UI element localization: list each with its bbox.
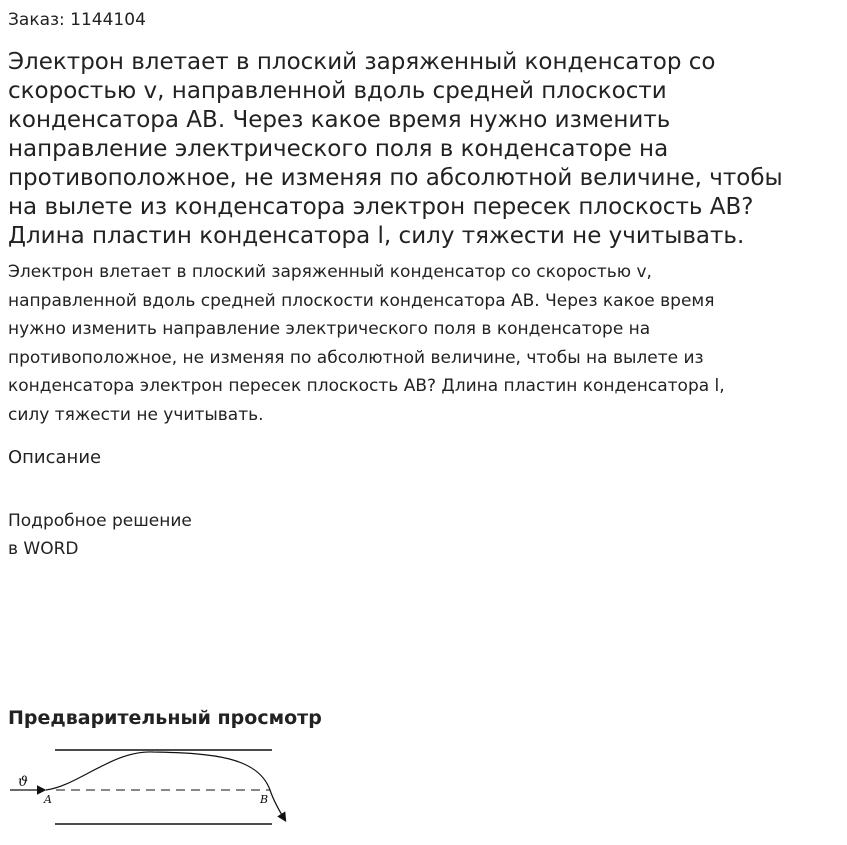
description-label: Описание	[8, 447, 102, 468]
problem-heading-line: на вылете из конденсатора электрон пересек плоскость АВ?	[8, 194, 754, 220]
velocity-label: ϑ	[18, 774, 29, 790]
problem-heading	[8, 48, 838, 251]
problem-heading-line: Электрон влетает в плоский заряженный конденсатор со	[8, 49, 716, 75]
solution-line: Подробное решение	[8, 511, 192, 531]
problem-text-line: противоположное, не изменяя по абсолютной величине, чтобы на вылете из	[8, 347, 704, 368]
problem-heading-line: направление электрического поля в конденсаторе на	[8, 136, 669, 162]
problem-text-line: нужно изменить направление электрического поля в конденсаторе на	[8, 319, 651, 339]
order-number: Заказ: 1144104	[8, 10, 146, 30]
preview-title: Предварительный просмотр	[8, 707, 322, 729]
problem-heading-line: Длина пластин конденсатора l, силу тяжести не учитывать.	[8, 223, 745, 249]
solution-line: в WORD	[8, 539, 79, 559]
problem-text	[8, 258, 838, 429]
point-a-label: A	[44, 793, 52, 806]
problem-text-line: направленной вдоль средней плоскости конденсатора АВ. Через какое время	[8, 290, 715, 311]
problem-heading-line: скоростью v, направленной вдоль средней плоскости	[8, 78, 667, 104]
problem-text-line: конденсатора электрон пересек плоскость АВ? Длина пластин конденсатора l,	[8, 376, 725, 396]
problem-heading-line: противоположное, не изменяя по абсолютной величине, чтобы	[8, 165, 783, 191]
point-b-label: B	[260, 793, 269, 806]
solution-info	[8, 507, 192, 563]
problem-text-line: силу тяжести не учитывать.	[8, 404, 264, 425]
problem-text-line: Электрон влетает в плоский заряженный конденсатор со скоростью v,	[8, 262, 652, 282]
electron-trajectory	[46, 752, 285, 820]
capacitor-diagram	[8, 740, 298, 830]
problem-heading-line: конденсатора АВ. Через какое время нужно изменить	[8, 107, 671, 133]
